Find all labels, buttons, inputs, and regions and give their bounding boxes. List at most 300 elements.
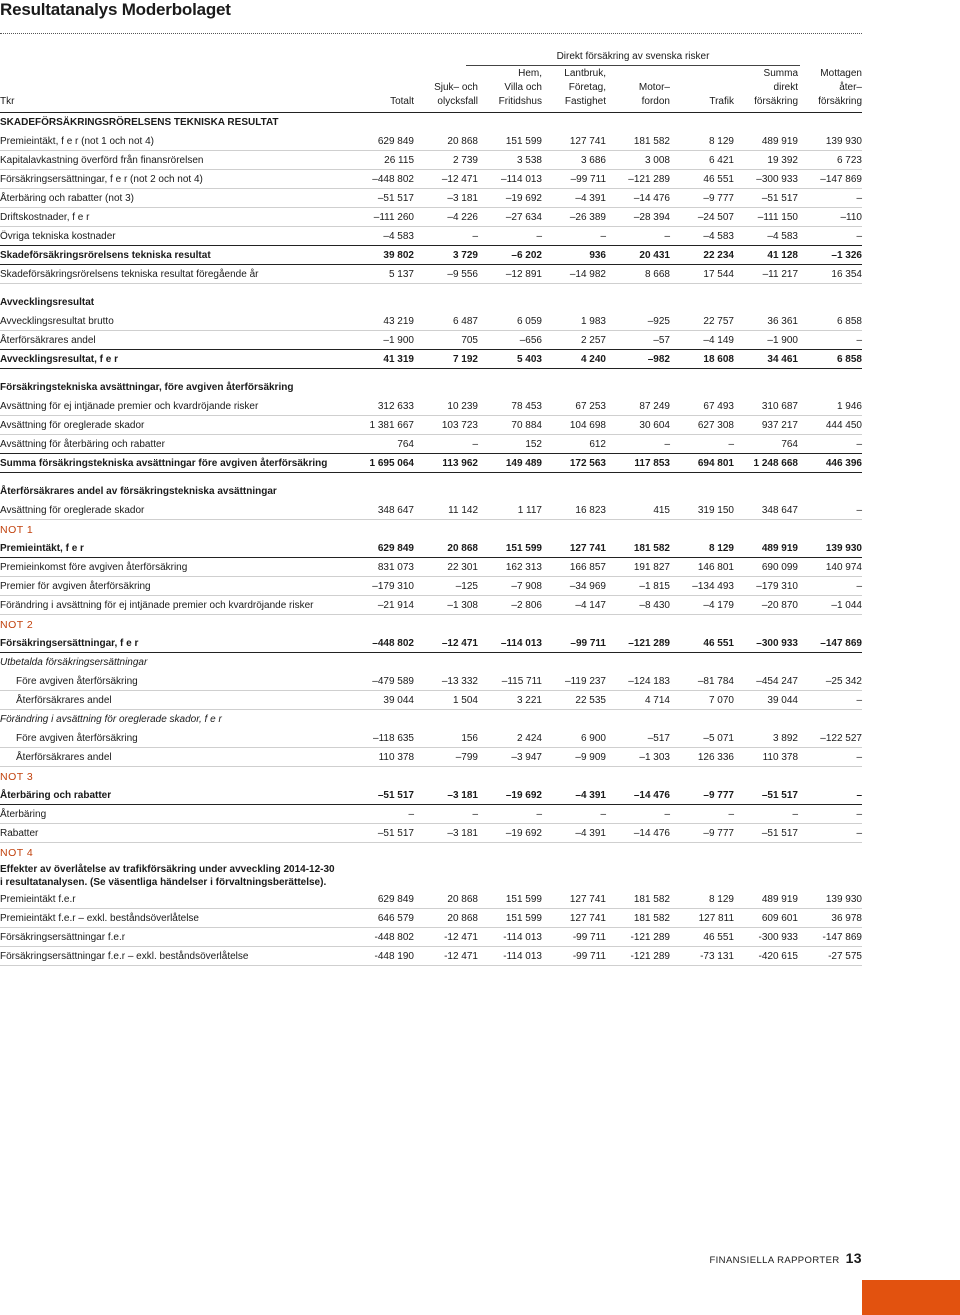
cell-value: 152 [525, 438, 542, 450]
column-header: Motor– fordon [638, 82, 670, 107]
cell-value: 20 868 [447, 893, 478, 905]
cell-value: –1 900 [383, 334, 414, 346]
cell-value: –14 476 [633, 827, 670, 839]
cell-value: –1 815 [639, 580, 670, 592]
table-row [0, 312, 862, 331]
cell-value: 3 221 [516, 694, 542, 706]
column-header: Trafik [709, 96, 734, 107]
cell-value: –21 914 [377, 599, 414, 611]
cell-value: – [856, 230, 862, 242]
row-label: Återförsäkrares andel [16, 751, 112, 763]
cell-value: –99 711 [570, 173, 606, 185]
cell-value: 36 361 [767, 315, 798, 327]
cell-value: 3 538 [516, 154, 542, 166]
cell-value: –24 507 [697, 211, 734, 223]
cell-value: 16 354 [831, 268, 862, 280]
row-label: Avsättning för ej intjänade premier och kvardröjande risker [0, 400, 259, 412]
row-label: Före avgiven återförsäkring [16, 675, 138, 687]
cell-value: –4 391 [575, 789, 606, 801]
cell-value: 20 868 [447, 135, 478, 147]
cell-value: –4 583 [767, 230, 798, 242]
cell-value: 78 453 [511, 400, 542, 412]
cell-value: – [856, 192, 862, 204]
cell-value: 151 599 [505, 542, 542, 554]
row-label: Rabatter [0, 827, 39, 839]
table-row [0, 350, 862, 369]
cell-value: –34 969 [569, 580, 606, 592]
row-label: Återbäring och rabatter [0, 789, 112, 801]
note-heading [0, 843, 862, 862]
cell-value: – [856, 694, 862, 706]
cell-value: –14 982 [569, 268, 606, 280]
table-row [0, 558, 862, 577]
cell-value: 127 741 [569, 135, 606, 147]
table-row [0, 265, 862, 284]
section-heading [0, 482, 862, 501]
cell-value: –147 869 [820, 173, 862, 185]
cell-value: 310 687 [761, 400, 798, 412]
cell-value: –4 391 [575, 827, 606, 839]
cell-value: –1 900 [767, 334, 798, 346]
cell-value: 39 802 [383, 249, 414, 261]
cell-value: – [472, 230, 478, 242]
cell-value: –300 933 [756, 173, 798, 185]
table-row [0, 824, 862, 843]
cell-value: 8 129 [708, 893, 734, 905]
cell-value: 139 930 [825, 542, 862, 554]
cell-value: –9 777 [703, 789, 734, 801]
table-header [0, 48, 862, 113]
cell-value: 5 403 [516, 353, 542, 365]
cell-value: –517 [647, 732, 670, 744]
cell-value: –925 [647, 315, 670, 327]
cell-value: 39 044 [767, 694, 798, 706]
row-label: NOT 1 [0, 523, 34, 536]
cell-value: –4 391 [575, 192, 606, 204]
cell-value: 110 378 [378, 751, 414, 763]
row-spacer [0, 284, 862, 293]
cell-value: 127 741 [569, 893, 606, 905]
cell-value: 444 450 [825, 419, 862, 431]
cell-value: –4 179 [703, 599, 734, 611]
cell-value: –19 692 [505, 192, 542, 204]
cell-value: – [856, 827, 862, 839]
cell-value: 172 563 [569, 457, 606, 469]
cell-value: –122 527 [820, 732, 862, 744]
row-label: Försäkringstekniska avsättningar, före avgiven återförsäkring [0, 382, 294, 393]
cell-value: 312 633 [377, 400, 414, 412]
cell-value: –111 260 [373, 211, 414, 223]
cell-value: 629 849 [377, 893, 414, 905]
cell-value: 489 919 [761, 542, 798, 554]
cell-value: –9 777 [703, 827, 734, 839]
row-spacer [0, 369, 862, 378]
cell-value: -147 869 [822, 931, 862, 943]
cell-value: 1 695 064 [369, 457, 414, 469]
table-row [0, 435, 862, 454]
cell-value: 612 [589, 438, 606, 450]
section-heading [0, 862, 862, 890]
cell-value: 3 686 [580, 154, 606, 166]
table-row [0, 151, 862, 170]
cell-value: –4 147 [575, 599, 606, 611]
cell-value: – [472, 438, 478, 450]
row-label: Premieintäkt f.e.r – exkl. beståndsöverlåtelse [0, 912, 199, 924]
cell-value: 629 849 [377, 135, 414, 147]
cell-value: 1 946 [836, 400, 862, 412]
cell-value: 446 396 [825, 457, 862, 469]
cell-value: 127 811 [698, 912, 734, 924]
cell-value: –14 476 [633, 192, 670, 204]
cell-value: –147 869 [820, 637, 862, 649]
cell-value: –479 589 [372, 675, 414, 687]
cell-value: 43 219 [383, 315, 414, 327]
table-row [0, 748, 862, 767]
cell-value: –19 692 [505, 827, 542, 839]
row-label: Driftskostnader, f e r [0, 211, 90, 223]
row-spacer [0, 473, 862, 482]
cell-value: –57 [653, 334, 670, 346]
cell-value: 6 858 [836, 353, 862, 365]
cell-value: – [856, 334, 862, 346]
cell-value: 41 128 [767, 249, 798, 261]
row-label: Avsättning för oreglerade skador [0, 504, 145, 516]
cell-value: -114 013 [503, 931, 542, 943]
table-row [0, 653, 862, 672]
cell-value: 34 461 [767, 353, 798, 365]
cell-value: 39 044 [383, 694, 414, 706]
cell-value: 1 381 667 [369, 419, 414, 431]
cell-value: – [664, 438, 670, 450]
cell-value: 104 698 [569, 419, 606, 431]
table-row [0, 805, 862, 824]
cell-value: –179 310 [756, 580, 798, 592]
cell-value: –12 471 [441, 637, 478, 649]
cell-value: 22 301 [447, 561, 478, 573]
cell-value: 936 [589, 249, 606, 261]
cell-value: 151 599 [505, 912, 542, 924]
cell-value: –982 [647, 353, 670, 365]
cell-value: -448 802 [374, 931, 414, 943]
cell-value: – [408, 808, 414, 820]
cell-value: –118 635 [373, 732, 414, 744]
cell-value: -73 131 [700, 950, 734, 962]
cell-value: –4 583 [383, 230, 414, 242]
cell-value: 117 853 [634, 457, 670, 469]
row-label: Återförsäkrares andel av försäkringstekniska avsättningar [0, 486, 277, 497]
cell-value: 6 900 [580, 732, 606, 744]
footer-label: FINANSIELLA RAPPORTER [709, 1255, 840, 1266]
cell-value: – [856, 438, 862, 450]
cell-value: 149 489 [505, 457, 542, 469]
cell-value: –5 071 [703, 732, 734, 744]
row-label: Återbäring [0, 808, 47, 820]
cell-value: 705 [461, 334, 478, 346]
cell-value: -121 289 [630, 931, 670, 943]
cell-value: 7 070 [708, 694, 734, 706]
cell-value: –51 517 [377, 789, 414, 801]
cell-value: 627 308 [697, 419, 734, 431]
header-unit: Tkr [0, 96, 15, 107]
cell-value: -99 711 [572, 950, 606, 962]
note-heading [0, 767, 862, 786]
cell-value: 1 248 668 [753, 457, 798, 469]
cell-value: –3 181 [447, 789, 478, 801]
cell-value: 7 192 [452, 353, 478, 365]
row-label: Premier för avgiven återförsäkring [0, 580, 151, 592]
row-label: Avvecklingsresultat, f e r [0, 353, 119, 365]
cell-value: –99 711 [570, 637, 606, 649]
cell-value: – [856, 808, 862, 820]
table-row [0, 634, 862, 653]
row-label: Förändring i avsättning för ej intjänade premier och kvardröjande risker [0, 599, 314, 611]
cell-value: –448 802 [372, 173, 414, 185]
cell-value: 20 868 [447, 542, 478, 554]
cell-value: – [728, 438, 734, 450]
cell-value: 10 239 [447, 400, 478, 412]
cell-value: -448 190 [374, 950, 414, 962]
cell-value: 127 741 [569, 542, 606, 554]
cell-value: 764 [781, 438, 798, 450]
row-label: NOT 2 [0, 618, 34, 631]
cell-value: 11 142 [448, 504, 478, 516]
cell-value: 4 714 [644, 694, 670, 706]
cell-value: 70 884 [511, 419, 542, 431]
row-label: Utbetalda försäkringsersättningar [0, 657, 148, 668]
cell-value: 5 137 [388, 268, 414, 280]
cell-value: –11 217 [762, 268, 798, 280]
cell-value: 22 757 [703, 315, 734, 327]
row-label: Premieintäkt f.e.r [0, 893, 76, 905]
cell-value: –110 [840, 211, 862, 223]
cell-value: 19 392 [767, 154, 798, 166]
cell-value: 126 336 [697, 751, 734, 763]
cell-value: 103 723 [441, 419, 478, 431]
cell-value: –3 181 [447, 827, 478, 839]
row-label: Avsättning för oreglerade skador [0, 419, 145, 431]
cell-value: 764 [397, 438, 414, 450]
cell-value: 181 582 [633, 135, 670, 147]
row-label: NOT 3 [0, 770, 34, 783]
cell-value: 6 059 [516, 315, 542, 327]
cell-value: 831 073 [377, 561, 414, 573]
cell-value: –179 310 [372, 580, 414, 592]
row-label: Kapitalavkastning överförd från finansrörelsen [0, 154, 204, 166]
table-row [0, 331, 862, 350]
cell-value: –27 634 [505, 211, 542, 223]
row-label: Avsättning för återbäring och rabatter [0, 438, 165, 450]
cell-value: 3 729 [452, 249, 478, 261]
cell-value: 46 551 [703, 931, 734, 943]
row-label: Försäkringsersättningar f.e.r [0, 931, 126, 943]
cell-value: 166 857 [569, 561, 606, 573]
cell-value: – [600, 230, 606, 242]
cell-value: –51 517 [377, 827, 414, 839]
cell-value: 629 849 [377, 542, 414, 554]
cell-value: 1 983 [580, 315, 606, 327]
cell-value: –448 802 [372, 637, 414, 649]
cell-value: 694 801 [697, 457, 734, 469]
cell-value: –28 394 [633, 211, 670, 223]
cell-value: – [664, 808, 670, 820]
row-label: Premieintäkt, f e r (not 1 och not 4) [0, 135, 154, 147]
direct-insurance-group-label: Direkt försäkring av svenska risker [466, 51, 800, 66]
row-label: Återbäring och rabatter (not 3) [0, 192, 134, 204]
table-row [0, 947, 862, 966]
row-label: Skadeförsäkringsrörelsens tekniska resultat föregående år [0, 268, 259, 280]
table-row [0, 132, 862, 151]
cell-value: -99 711 [572, 931, 606, 943]
cell-value: 22 535 [575, 694, 606, 706]
table-row [0, 909, 862, 928]
cell-value: 20 431 [639, 249, 670, 261]
accent-bar [862, 1280, 960, 1315]
cell-value: –12 891 [505, 268, 542, 280]
cell-value: –3 947 [511, 751, 542, 763]
table-row [0, 189, 862, 208]
column-header: Lantbruk, Företag, Fastighet [564, 68, 606, 107]
row-label: NOT 4 [0, 846, 34, 859]
row-label: Summa försäkringstekniska avsättningar före avgiven återförsäkring [0, 457, 328, 469]
cell-value: 6 421 [708, 154, 734, 166]
note-heading [0, 615, 862, 634]
row-label: Återförsäkrares andel [16, 694, 112, 706]
table-row [0, 691, 862, 710]
row-label: Försäkringsersättningar, f e r [0, 637, 139, 649]
cell-value: 646 579 [377, 912, 414, 924]
page-number: 13 [845, 1250, 862, 1266]
cell-value: – [792, 808, 798, 820]
table-row [0, 729, 862, 748]
cell-value: 110 378 [762, 751, 798, 763]
results-table [0, 48, 862, 966]
cell-value: -300 933 [758, 931, 798, 943]
column-header: Sjuk– och olycksfall [434, 82, 478, 107]
cell-value: 67 253 [575, 400, 606, 412]
cell-value: 1 117 [517, 504, 542, 516]
cell-value: 151 599 [505, 135, 542, 147]
row-label: SKADEFÖRSÄKRINGSRÖRELSENS TEKNISKA RESULTAT [0, 117, 279, 128]
cell-value: 415 [653, 504, 670, 516]
cell-value: 17 544 [703, 268, 734, 280]
cell-value: 139 930 [825, 893, 862, 905]
cell-value: –6 202 [511, 249, 542, 261]
cell-value: -27 575 [828, 950, 862, 962]
cell-value: –3 181 [447, 192, 478, 204]
table-row [0, 539, 862, 558]
cell-value: -12 471 [444, 931, 478, 943]
cell-value: 319 150 [697, 504, 734, 516]
cell-value: – [856, 789, 862, 801]
cell-value: –12 471 [441, 173, 478, 185]
cell-value: –111 150 [757, 211, 798, 223]
cell-value: –4 149 [703, 334, 734, 346]
cell-value: –1 308 [447, 599, 478, 611]
row-label: Försäkringsersättningar f.e.r – exkl. beståndsöverlåtelse [0, 950, 249, 962]
cell-value: 113 962 [442, 457, 478, 469]
table-row [0, 246, 862, 265]
cell-value: -420 615 [758, 950, 798, 962]
cell-value: – [664, 230, 670, 242]
cell-value: –124 183 [628, 675, 670, 687]
section-heading [0, 378, 862, 397]
section-heading [0, 293, 862, 312]
page-title: Resultatanalys Moderbolaget [0, 0, 231, 19]
cell-value: 3 892 [772, 732, 798, 744]
cell-value: –125 [455, 580, 478, 592]
cell-value: 489 919 [761, 893, 798, 905]
cell-value: –115 711 [501, 675, 542, 687]
cell-value: -121 289 [630, 950, 670, 962]
cell-value: 348 647 [377, 504, 414, 516]
column-header: Summa direkt försäkring [754, 68, 798, 107]
cell-value: 3 008 [644, 154, 670, 166]
column-header: Totalt [390, 96, 414, 107]
cell-value: 4 240 [580, 353, 606, 365]
row-label: Försäkringsersättningar, f e r (not 2 och not 4) [0, 173, 203, 185]
table-row [0, 397, 862, 416]
cell-value: –114 013 [500, 637, 542, 649]
cell-value: – [600, 808, 606, 820]
cell-value: 46 551 [703, 637, 734, 649]
cell-value: 127 741 [569, 912, 606, 924]
table-row [0, 208, 862, 227]
cell-value: 2 257 [580, 334, 606, 346]
row-label: Skadeförsäkringsrörelsens tekniska resultat [0, 249, 211, 261]
cell-value: 46 551 [703, 173, 734, 185]
cell-value: 348 647 [761, 504, 798, 516]
cell-value: 8 129 [708, 542, 734, 554]
cell-value: 162 313 [505, 561, 542, 573]
cell-value: 140 974 [825, 561, 862, 573]
table-body [0, 113, 862, 966]
row-label: Premieinkomst före avgiven återförsäkring [0, 561, 188, 573]
cell-value: 2 739 [452, 154, 478, 166]
row-label: Förändring i avsättning för oreglerade skador, f e r [0, 714, 222, 725]
cell-value: 41 319 [383, 353, 414, 365]
cell-value: –51 517 [761, 827, 798, 839]
table-row [0, 454, 862, 473]
cell-value: –13 332 [441, 675, 478, 687]
cell-value: –799 [455, 751, 478, 763]
table-row [0, 227, 862, 246]
cell-value: 8 129 [708, 135, 734, 147]
cell-value: 87 249 [639, 400, 670, 412]
cell-value: – [856, 580, 862, 592]
cell-value: 22 234 [703, 249, 734, 261]
cell-value: 609 601 [761, 912, 798, 924]
cell-value: 30 604 [639, 419, 670, 431]
cell-value: –119 237 [565, 675, 606, 687]
cell-value: 6 723 [836, 154, 862, 166]
section-heading [0, 113, 862, 132]
cell-value: 20 868 [447, 912, 478, 924]
cell-value: 8 668 [644, 268, 670, 280]
cell-value: 2 424 [516, 732, 542, 744]
cell-value: 181 582 [633, 893, 670, 905]
cell-value: –1 326 [831, 249, 862, 261]
cell-value: –656 [519, 334, 542, 346]
cell-value: 181 582 [633, 542, 670, 554]
cell-value: 489 919 [761, 135, 798, 147]
cell-value: –51 517 [377, 192, 414, 204]
cell-value: –2 806 [511, 599, 542, 611]
table-row [0, 501, 862, 520]
row-label: Återförsäkrares andel [0, 334, 96, 346]
cell-value: –300 933 [756, 637, 798, 649]
table-row [0, 710, 862, 729]
cell-value: 690 099 [761, 561, 798, 573]
